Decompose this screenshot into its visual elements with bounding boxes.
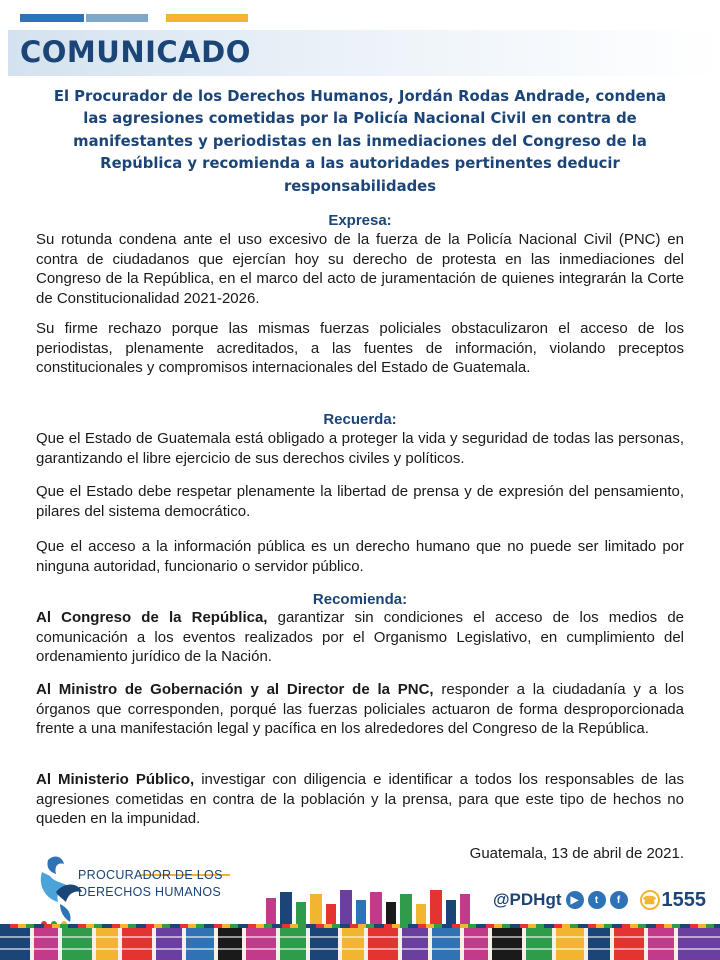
section-heading-expresa: Expresa: xyxy=(328,212,392,229)
youtube-icon[interactable]: ▶ xyxy=(566,891,584,909)
phone-icon: ☎ xyxy=(640,890,660,910)
logo-text xyxy=(78,868,223,900)
logo-line-2: DERECHOS HUMANOS xyxy=(78,885,222,899)
recomienda-text-1: garantizar sin condiciones el acceso de los medios de comunicación a los eventos realizados por el Organismo Legislativo, en cumplimiento del ordenamiento jurídico de la Nación. xyxy=(36,609,684,666)
textile-pattern-bottom xyxy=(0,928,720,960)
recomienda-paragraph-1 xyxy=(36,608,684,667)
top-bar-blue xyxy=(20,14,84,22)
logo-line-1: PROCURADOR DE LOS xyxy=(78,868,223,882)
textile-pattern-upper xyxy=(262,884,472,924)
section-heading-recomienda: Recomienda: xyxy=(312,591,408,608)
facebook-icon[interactable]: f xyxy=(610,891,628,909)
page-title: COMUNICADO xyxy=(20,35,251,69)
date-line: Guatemala, 13 de abril de 2021. xyxy=(469,845,684,862)
headline: El Procurador de los Derechos Humanos, Jordán Rodas Andrade, condena las agresiones cometidas por la Policía Nacional Civil en contra de manifestantes y periodistas en las inmediaciones del Congreso de la República y recomienda a las autoridades pertinentes deducir responsabilidades xyxy=(53,88,667,195)
recomienda-paragraph-2 xyxy=(36,680,684,739)
twitter-icon[interactable]: t xyxy=(588,891,606,909)
social-handle[interactable]: @PDHgt xyxy=(492,890,562,909)
recomienda-text-2: responder a la ciudadanía y a los órganos que corresponden, porqué las fuerzas policiales actuaron de forma desproporcionada frente a una manifestación legal y pacífica en los alrededores del Congreso de la República. xyxy=(36,681,684,738)
top-bar-light-blue xyxy=(86,14,148,22)
recomienda-lead-2: Al Ministro de Gobernación y al Director de la PNC, xyxy=(36,681,434,698)
phone-contact[interactable] xyxy=(640,889,707,912)
social-links xyxy=(493,886,706,914)
recomienda-paragraph-3 xyxy=(36,770,684,829)
section-heading-recuerda: Recuerda: xyxy=(323,411,397,428)
recomienda-lead-3: Al Ministerio Público, xyxy=(36,771,195,788)
recuerda-paragraph-1: Que el Estado de Guatemala está obligado a proteger la vida y seguridad de todas las personas, garantizando el libre ejercicio de sus derechos civiles y políticos. xyxy=(36,430,684,467)
phone-number: 1555 xyxy=(661,888,706,911)
recomienda-lead-1: Al Congreso de la República, xyxy=(36,609,268,626)
top-bar-gold xyxy=(166,14,248,22)
recuerda-paragraph-3: Que el acceso a la información pública es un derecho humano que no puede ser limitado por ninguna autoridad, funcionario o servidor público. xyxy=(36,538,684,575)
expresa-paragraph-1: Su rotunda condena ante el uso excesivo de la fuerza de la Policía Nacional Civil (PNC) en contra de ciudadanos que ejercían hoy su derecho de protesta en las inmediaciones del Congreso de la República, en el marco del acto de juramentación de quienes integrarán la Corte de Constitucionalidad 2021-2026. xyxy=(36,231,684,307)
recuerda-paragraph-2: Que el Estado debe respetar plenamente la libertad de prensa y de expresión del pensamiento, pilares del sistema democrático. xyxy=(36,483,684,520)
expresa-paragraph-2: Su firme rechazo porque las mismas fuerzas policiales obstaculizaron el acceso de los periodistas, plenamente acreditados, a las fuentes de información, violando preceptos constitucionales y compromisos internacionales del Estado de Guatemala. xyxy=(36,320,684,377)
recomienda-text-3: investigar con diligencia e identificar a todos los responsables de las agresiones cometidas en contra de la población y la prensa, para que este tipo de hechos no queden en la impunidad. xyxy=(36,771,684,828)
top-color-bars xyxy=(20,14,248,22)
